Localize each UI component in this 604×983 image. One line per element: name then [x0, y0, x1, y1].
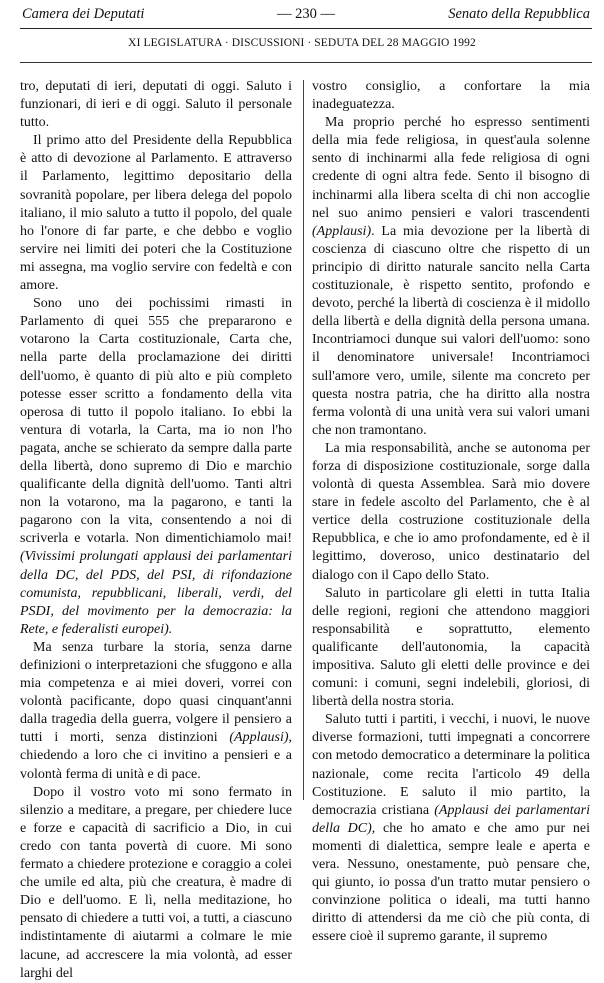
paragraph: vostro consiglio, a confortare la mia inadeguatezza.	[312, 79, 590, 113]
running-head	[22, 4, 590, 24]
header-senate: Senato della Repubblica	[448, 6, 590, 22]
paragraph	[20, 295, 292, 639]
paragraph-text: , chiedendo a loro che ci invitino a pensieri e a volontà ferma di unità e di pace.	[20, 730, 292, 782]
applause-note: (Applausi dei parlamentari della DC)	[312, 802, 590, 836]
session-rule	[20, 62, 592, 63]
paragraph-text: Ma proprio perché ho espresso sentimenti della mia fede religiosa, in quest'aula solenne sento di inchinarmi alla fede religiosa di ogni credente di ogni altra fede. Sento il bisogno di inchinarmi alla libera scelta di chi non accoglie nel suo animo pensieri e valori trascendenti	[312, 115, 590, 221]
paragraph: Saluto in particolare gli eletti in tutta Italia delle regioni, regioni che attendono maggiori responsabilità e soprattutto, elemento qualificante dell'autonomia, la capacità impositiva. Saluto gli eletti delle province e dei comuni: i comuni, segni indelebili, gloriosi, di libertà della nostra storia.	[312, 585, 590, 710]
paragraph-text: Sono uno dei pochissimi rimasti in Parlamento di quei 555 che prepararono e votarono la Carta costituzionale, Carta che, nella parte della proclamazione dei diritti dell'uomo, è quanto di più alto e più completo potesse esser scritto a fondamento della vita operosa di tutto il popolo italiano. Io ebbi la ventura di votarla, la Carta, ma io non l'ho pagata, anche se schierato da sempre dalla parte della libertà, dono supremo di Dio e marchio qualificante della dignità dell'uomo. Tanti altri non la votarono, ma la pagarono, e tanti la pagarono con la vita, consentendo a noi di scriverla e votarla. Non dimentichiamolo mai!	[20, 296, 292, 547]
paragraph-text: Saluto tutti i partiti, i vecchi, i nuovi, le nuove diverse formazioni, tutti impegnati a concorrere con metodo democratico a determinare la politica nazionale, come recita l'articolo 49 della Costituzione. E saluto il mio partito, la democrazia cristiana	[312, 712, 590, 818]
paragraph	[312, 711, 590, 946]
page-number: — 230 —	[277, 6, 335, 22]
paragraph: Dopo il vostro voto mi sono fermato in silenzio a meditare, a pregare, per chiedere luce e forze e capacità di sacrificio a Dio, in cui credo con tanta povertà di cuore. Mi sono fermato a chiedere protezione e coraggio a colei che umile ed alta, più che creatura, è madre di Dio e dell'uomo. E lì, nella meditazione, ho pensato di chiedere a tutti voi, a tutti, a ciascuno indistintamente di aiutarmi a colmare le mie lacune, ad accrescere la mia volontà, ad esser larghi del	[20, 784, 292, 981]
right-column	[312, 78, 590, 947]
paragraph-text: . La mia devozione per la libertà di coscienza di ciascuno oltre che rispetto di un principio di diritto naturale sancito nella Carta costituzionale, è rispetto sentito, profondo e devoto, perché la libertà di coscienza è il midollo della libertà e della dignità della persona umana. Incontriamoci dunque sui valori dell'uomo: sono il denominatore universale! Incontriamoci sull'amore vero, umile, silente ma concreto per questa nostra patria, che ha diritto alla nostra ferma volontà di una unità vera sui valori umani che non tramontano.	[312, 223, 590, 438]
paragraph: La mia responsabilità, anche se autonoma per forza di disposizione costituzionale, sorge dalla volontà di questa Assemblea. Sarà mio dovere stare in fedele ascolto del Parlamento, che è al vertice della costruzione costituzionale della Repubblica, e che io amo profondamente, ed è il legittimo, doveroso, unico destinatario del dialogo con il Capo dello Stato.	[312, 440, 590, 583]
paragraph-text: , che ho amato e che amo pur nei momenti di dialettica, sempre leale e aperta e vera. Nessuno, onestamente, può pensare che, qui giunto, io possa d'un tratto mutar pensiero o convinzione politica o ideali, ma tutti hanno diritto di attendersi da me ciò che più conta, di essere cioè il supremo garante, il supremo	[312, 820, 590, 945]
applause-note: (Applausi)	[312, 223, 372, 239]
applause-note: (Vivissimi prolungati applausi dei parlamentari della DC, del PDS, del PSI, di rifondazione comunista, repubblicani, liberali, verdi, del PSDI, del movimento per la democrazia: la Rete, e federalisti europei).	[20, 549, 292, 637]
column-divider	[303, 80, 304, 800]
paragraph	[20, 639, 292, 784]
session-line: XI LEGISLATURA · DISCUSSIONI · SEDUTA DEL 28 MAGGIO 1992	[128, 37, 476, 49]
paragraph-text: Ma senza turbare la storia, senza darne definizioni o interpretazioni che sfuggono e alla mia competenza e ai miei doveri, vorrei con volontà pacificante, dopo quasi cinquant'anni dalla tragedia della guerra, volgere il pensiero a tutti i morti, senza distinzioni	[20, 639, 292, 746]
left-column	[20, 78, 292, 983]
paragraph	[312, 114, 590, 440]
header-chamber: Camera dei Deputati	[22, 6, 145, 22]
applause-note: (Applausi)	[229, 730, 289, 746]
header-rule	[20, 28, 592, 29]
paragraph: tro, deputati di ieri, deputati di oggi. Saluto i funzionari, di ieri e di oggi. Saluto il personale tutto.	[20, 79, 292, 131]
paragraph: Il primo atto del Presidente della Repubblica è atto di devozione al Parlamento. E attraverso il Parlamento, legittimo depositario della sovranità popolare, per libera delega del popolo italiano, il mio saluto a tutto il popolo, del quale ho l'onore di far parte, e che debbo e voglio servire nei limiti dei poteri che la Costituzione mi assegna, ma voglio servire con fedeltà e con amore.	[20, 133, 292, 294]
